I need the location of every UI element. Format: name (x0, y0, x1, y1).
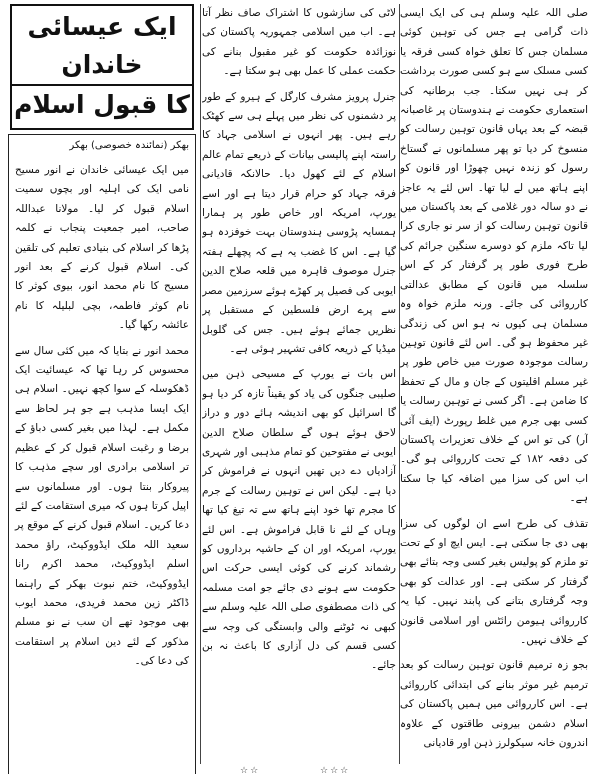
middle-paragraph-1: لاٹی کی سازشوں کا اشتراک صاف نظر آتا ہے۔ اب میں اسلامی جمہوریہ پاکستان کی نوزائدہ حکومت کو غیر مقبول بنانے کی حکمت عملی کا عمل بھی ہو سکتا ہے۔ (202, 7, 396, 78)
right-paragraph-3: بجو زہ ترمیم قانون توہین رسالت کو بعد ترمیم غیر موثر بنانے کی ابتدائی کارروائی ہے۔ اس کارروائی میں ہمیں پاکستان کی اسلام دشمن بیرونی طاقتوں کے علاوہ اندرون خانہ سیکولرز ذہن اور قادیانی (400, 659, 588, 750)
article-frame (8, 134, 196, 774)
left-paragraph-1: میں ایک عیسائی خاندان نے انور مسیح نامی ایک کی اہلیہ اور بچوں سمیت اسلام قبول کر لیا۔ مولانا عبداللہ صاحب، امیر جمعیت پنجاب نے کلمہ پڑھا کر اسلام کی بنیادی تعلیم کی تلقین کی۔ اسلام قبول کرنے کے بعد انور مسیح کا نام محمد انور، بیوی کوثر کا نام کوثر فاطمہ، بچی لبلیلہ کا نام عائشہ رکھا گیا۔ (15, 164, 189, 332)
middle-column (202, 4, 396, 766)
headline-box (10, 4, 194, 130)
middle-paragraph-3: اس بات نے یورپ کے مسیحی ذہن میں صلیبی جنگوں کی یاد کو یقیناً تازہ کر دیا ہو گا اسرائیل کو بھی اندیشہ ہائے دور و دراز لاحق ہوئے ہوں گے سلطان صلاح الدین ایوبی نے مفتوحین کو تمام مذہبی اور شہری آزادیاں دے دیں تھیں انہوں نے فراموش کر دیا ہے۔ لیکن اس نے توہین رسالت کے جرم کا مجرم تھا خود اپنے ہاتھ سے تہ تیغ کیا تھا وہاں کے لئے نا قابل فراموش ہے۔ اس لئے یورپ، امریکہ اور ان کے حاشیہ برداروں کو رشماند کرنے کی کوئی ایسی حرکت اس حکومت سے ہونے دی جائے جو امت مسلمہ کی ذات مصطفوی صلی اللہ علیہ وسلم سے کبھی نہ ٹوٹنے والی وابستگی کی وجہ سے کسی قسم کی دل آزاری کا باعث نہ بن جائے۔ (202, 368, 396, 672)
byline: بھکر (نمائندہ خصوصی) بھکر (69, 140, 189, 151)
right-paragraph-2: تقذف کی طرح اسے ان لوگوں کی سزا بھی دی جا سکتی ہے۔ ایس ایچ او کے تحت تو ملزم کو پولیس بغیر کسی وجہ بتائے بھی گرفتار کر سکتی ہے۔ اور عدالت کو بھی وجہ گرفتاری بتانے کی پابند نہیں۔ کیا یہ کارروائی ہیومن رائٹس اور اسلامی قانون کے خلاف نہیں۔ (400, 517, 588, 646)
left-paragraph-2: محمد انور نے بتایا کہ میں کئی سال سے محسوس کر رہا تھا کہ عیسائیت ایک ڈھکوسلہ کے سوا کچھ نہیں۔ اسلام ہی ایک ایسا مذہب ہے جو ہر لحاظ سے مکمل ہے۔ لہذا میں بغیر کسی دباؤ کے برضا و رغبت اسلام قبول کر کے عظیم تر اسلامی برادری اور سچے مذہب کا پیروکار بنتا ہوں۔ اور مسلمانوں سے اپیل کرتا ہوں کہ میری استقامت کے لئے دعا کریں۔ اسلام قبول کرنے کے موقع پر سعید اللہ ملک ایڈووکیٹ، راؤ محمد اسلم ایڈووکیٹ، محمد اکرم رانا ایڈووکیٹ، ختم نبوت بھکر کے راہنما ڈاکٹر زین محمد فریدی، محمد ایوب بھی موجود تھے ان سب نے نو مسلم مذکور کے لئے دین اسلام پر استقامت کی دعا کی۔ (15, 344, 189, 668)
column-divider (399, 4, 400, 764)
headline-line-2: کا قبول اسلام (14, 90, 190, 119)
middle-paragraph-2: جنرل پرویز مشرف کارگل کے ہیرو کے طور پر دشمنوں کی نظر میں پہلے ہی سے کھٹک رہے ہیں۔ پھر انہوں نے اسلامی جہاد کا راستہ اپنے پالیسی بیانات کے ذریعے تمام عالم اسلام کے لئے کھول دیا۔ حالانکہ قادیانی فرقہ جہاد کو حرام قرار دیتا ہے اور اسے یورپ، امریکہ اور خاص طور پر ہمارا ہمسایہ پڑوسی ہندوستان بہت خوفزدہ ہو گیا ہے۔ اس کا غضب یہ ہے کہ پچھلے ہفتہ جنرل موصوف قاہرہ میں قلعہ صلاح الدین ایوبی کی فصیل پر کھڑے ہوئے سرزمین مصر سے پرے ارض فلسطین کے مستقبل پر نظریں جمائے ہوئے ہیں۔ جس کی گلوبل میڈیا کے ذریعہ کافی تشہیر ہوئی ہے۔ (202, 90, 396, 355)
column-divider (200, 4, 201, 764)
headline-line-1: ایک عیسائی خاندان (27, 12, 177, 79)
divider-stars: ☆☆ (240, 766, 261, 776)
right-column (400, 4, 588, 766)
divider-stars: ☆☆☆ (320, 766, 351, 776)
left-column-boxed-article (6, 4, 198, 774)
right-paragraph-1: صلی اللہ علیہ وسلم ہی کی ایک ایسی ذات گرامی ہے جس کی توہین کوئی مسلمان جس کا تعلق خواہ کسی فرقہ یا کسی مسلک سے ہو کسی صورت برداشت کر ہی نہیں سکتا۔ جب برطانیہ کی استعماری حکومت نے ہندوستان پر غاصبانہ قبضہ کے بعد یہاں قانون توہین رسالت کو منسوخ کر دیا تو پھر مسلمانوں نے گستاخ رسول کو زندہ نہیں چھوڑا اور قانون کو اپنے ہاتھ میں لے لیا تھا۔ اس لئے یہ عاجز نے دو سالہ دور غلامی کے بعد پاکستان میں قانون توہین رسالت کو از سر نو جاری کرا لیا تاکہ ملزم کو دوسرے سنگین جرائم کی طرح فوری طور پر گرفتار کر کے اس سلسلہ میں قانون کے مطابق عدالتی کارروائی کی جائے۔ ورنہ ملزم خواہ وہ مسلمان ہی کیوں نہ ہو اس کی زندگی غیر محفوظ ہو گی۔ اس لئے قانون توہین رسالت موجودہ صورت میں خاص طور پر غیر مسلم اقلیتوں کے جان و مال کے تحفظ کا ضامن ہے۔ اگر کسی نے توہین رسالت یا کسی بھی جرم میں غلط رپورٹ (ایف آئی آر) کی تو اس کے خلاف تعزیرات پاکستان کی دفعہ ۱۸۲ کے تحت کارروائی ہو گی۔ اب اس کی سزا میں اضافہ کیا جا سکتا ہے۔ (400, 7, 588, 505)
